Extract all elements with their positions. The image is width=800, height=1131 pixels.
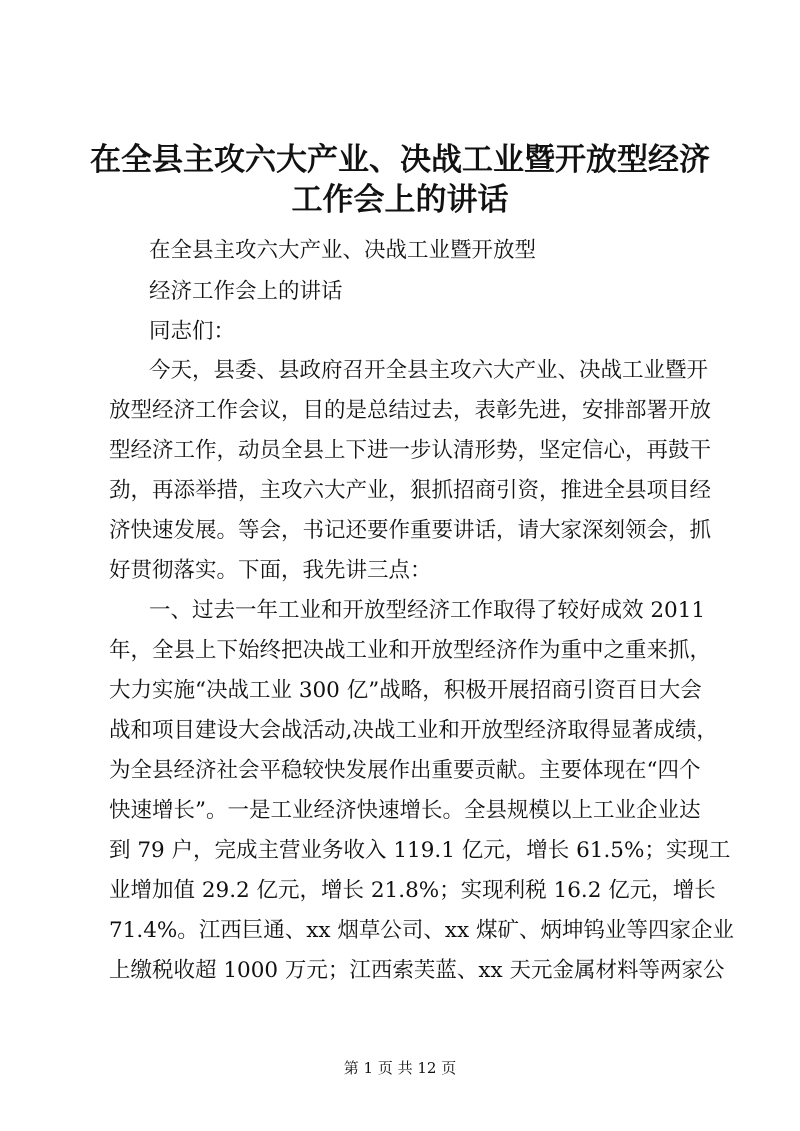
paragraph-line: 快速增长”。一是工业经济快速增长。全县规模以上工业企业达 xyxy=(109,798,701,823)
paragraph-line: 一、过去一年工业和开放型经济工作取得了较好成效 2011 xyxy=(149,598,706,623)
paragraph-line: 劲，再添举措，主攻六大产业，狠抓招商引资，推进全县项目经 xyxy=(109,478,712,503)
paragraph-line: 大力实施“决战工业 300 亿”战略，积极开展招商引资百日大会 xyxy=(109,678,702,703)
paragraph-line: 好贯彻落实。下面，我先讲三点： xyxy=(109,558,432,583)
paragraph-line: 年，全县上下始终把决战工业和开放型经济作为重中之重来抓， xyxy=(109,638,712,663)
page-number-footer: 第 1 页 共 12 页 xyxy=(343,1059,457,1077)
paragraph-line: 今天，县委、县政府召开全县主攻六大产业、决战工业暨开 xyxy=(149,358,709,383)
paragraph-line: 71.4%。江西巨通、xx 烟草公司、xx 煤矿、炳坤钨业等四家企业 xyxy=(109,918,734,943)
document-title-line-2: 工作会上的讲话 xyxy=(291,182,509,218)
paragraph-line: 战和项目建设大会战活动,决战工业和开放型经济取得显著成绩， xyxy=(109,718,718,743)
salutation: 同志们： xyxy=(149,319,236,344)
paragraph-line: 业增加值 29.2 亿元，增长 21.8%；实现利税 16.2 亿元，增长 xyxy=(109,878,716,903)
document-title-line-1: 在全县主攻六大产业、决战工业暨开放型经济 xyxy=(90,142,710,178)
paragraph-line: 上缴税收超 1000 万元；江西索芙蓝、xx 天元金属材料等两家公 xyxy=(109,958,725,983)
paragraph-line: 为全县经济社会平稳较快发展作出重要贡献。主要体现在“四个 xyxy=(109,758,701,783)
paragraph-line: 放型经济工作会议，目的是总结过去，表彰先进，安排部署开放 xyxy=(109,398,712,423)
paragraph-line: 到 79 户，完成主营业务收入 119.1 亿元，增长 61.5%；实现工 xyxy=(109,838,731,863)
subtitle-line-1: 在全县主攻六大产业、决战工业暨开放型 xyxy=(149,238,537,263)
paragraph-line: 型经济工作，动员全县上下进一步认清形势，坚定信心，再鼓干 xyxy=(109,438,712,463)
paragraph-line: 济快速发展。等会，书记还要作重要讲话，请大家深刻领会，抓 xyxy=(109,518,712,543)
subtitle-line-2: 经济工作会上的讲话 xyxy=(149,279,343,304)
